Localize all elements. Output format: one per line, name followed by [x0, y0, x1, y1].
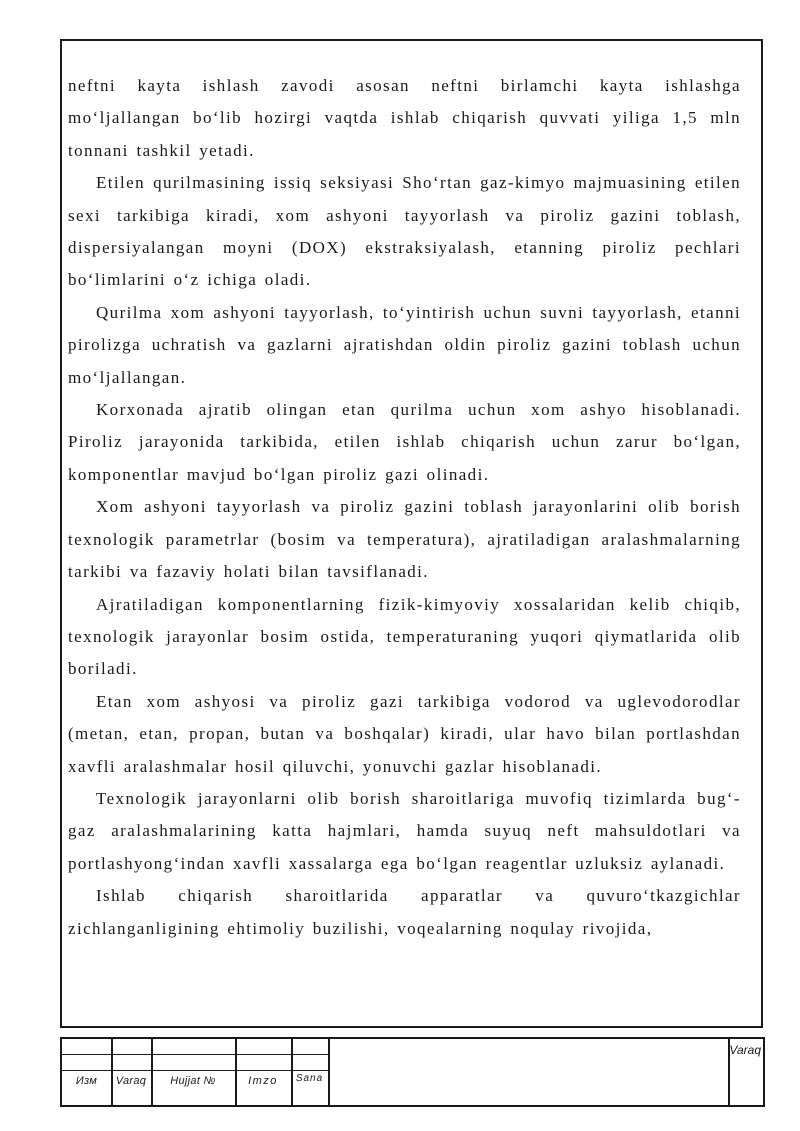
paragraph: Korxonada ajratib olingan etan qurilma uchun xom ashyo hisoblanadi. Piroliz jarayonida tarkibida, etilen ishlab chiqarish uchun zarur bo‘lgan, komponentlar mavjud bo‘lgan piroliz gazi olinadi.	[68, 400, 741, 484]
paragraph: Etilen qurilmasining issiq seksiyasi Sho‘rtan gaz-kimyo majmuasining etilen sexi tarkibiga kiradi, xom ashyoni tayyorlash va piroliz gazini toblash, dispersiyalangan moyni (DOX) ekstraksiyalash, etanning piroliz pechlari bo‘limlarini o‘z ichiga oladi.	[68, 173, 741, 290]
stamp-divider	[328, 1039, 330, 1105]
stamp-imzo-label: Imzo	[248, 1075, 278, 1087]
stamp-sana-label: Sana	[295, 1073, 324, 1084]
title-block	[60, 1037, 765, 1107]
document-body	[68, 70, 741, 945]
stamp-sheet-label: Varaq	[729, 1043, 761, 1057]
paragraph: Xom ashyoni tayyorlash va piroliz gazini toblash jarayonlarini olib borish texnologik parametrlar (bosim va temperatura), ajratiladigan aralashmalarning tarkibi va fazaviy holati bilan tavsiflanadi.	[68, 497, 741, 582]
paragraph: Qurilma xom ashyoni tayyorlash, to‘yintirish uchun suvni tayyorlash, etanni pirolizga uchratish va gazlarni ajratishdan oldin piroliz gazini toblash uchun mo‘ljallangan.	[68, 302, 741, 387]
stamp-divider	[291, 1039, 293, 1105]
stamp-divider	[151, 1039, 153, 1105]
paragraph: Etan xom ashyosi va piroliz gazi tarkibiga vodorod va uglevodorodlar (metan, etan, propan, butan va boshqalar) kiradi, ular havo bilan portlashdan xavfli aralashmalar hosil qiluvchi, yonuvchi gazlar hisoblanadi.	[68, 691, 741, 776]
stamp-row-divider	[62, 1054, 329, 1055]
stamp-varaq-label: Varaq	[115, 1075, 147, 1087]
paragraph: Ishlab chiqarish sharoitlarida apparatlar va quvuro‘tkazgichlar zichlanganligining ehtimoliy buzilishi, voqealarning noqulay rivojida,	[68, 886, 741, 938]
stamp-divider	[235, 1039, 237, 1105]
paragraph: neftni kayta ishlash zavodi asosan neftni birlamchi kayta ishlashga mo‘ljallangan bo‘lib hozirgi vaqtda ishlab chiqarish quvvati yiliga 1,5 mln tonnani tashkil yetadi.	[68, 76, 741, 160]
paragraph: Ajratiladigan komponentlarning fizik-kimyoviy xossalaridan kelib chiqib, texnologik jarayonlar bosim ostida, temperaturaning yuqori qiymatlarida olib boriladi.	[68, 594, 741, 679]
stamp-izm-label: Изм	[75, 1075, 98, 1087]
paragraph: Texnologik jarayonlarni olib borish sharoitlariga muvofiq tizimlarda bug‘-gaz aralashmalarining katta hajmlari, hamda suyuq neft mahsuldotlari va portlashyong‘indan xavfli xassalarga ega bo‘lgan reagentlar uzluksiz aylanadi.	[68, 788, 741, 873]
stamp-row-divider	[62, 1070, 329, 1071]
stamp-divider	[111, 1039, 113, 1105]
stamp-hujjat-label: Hujjat №	[170, 1075, 216, 1087]
